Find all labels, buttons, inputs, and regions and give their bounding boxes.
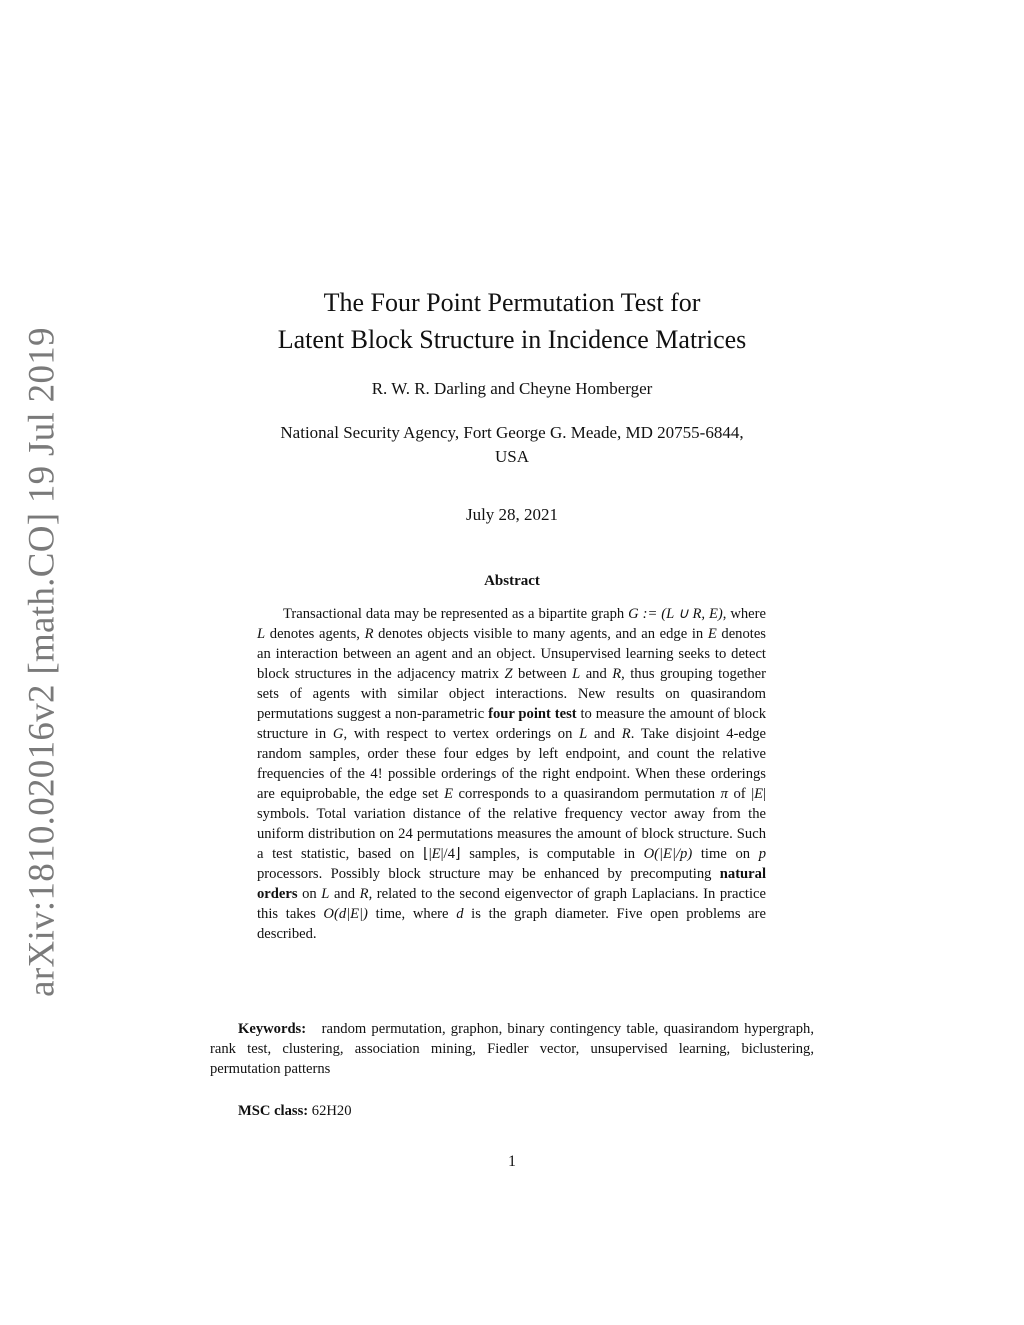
abstract-segment: , related to the second eigenvector of graph Laplacians. In practice this takes — [257, 886, 766, 922]
abstract-segment: between — [512, 666, 573, 682]
abstract-text — [257, 604, 766, 944]
abstract-segment: processors. Possibly block structure may be enhanced by precomputing — [257, 866, 720, 882]
math-inline: E — [707, 626, 717, 642]
abstract-segment: is the graph diameter. Five open problems are described. — [257, 906, 766, 942]
math-inline: E — [444, 786, 453, 802]
title-line-2: Latent Block Structure in Incidence Matrices — [277, 325, 747, 354]
math-inline: O(d|E|) — [323, 906, 368, 922]
math-inline: G := (L ∪ R, E) — [628, 606, 723, 622]
math-inline: G — [332, 726, 344, 742]
math-inline: R — [612, 666, 622, 682]
abstract-segment: denotes an interaction between an agent and an object. Unsupervised learning seeks to detect block structures in the adjacency matrix — [257, 626, 766, 682]
abstract-segment: , with respect to vertex orderings on — [343, 726, 580, 742]
abstract-segment: and — [587, 726, 622, 742]
math-inline: R — [359, 886, 369, 902]
date: July 28, 2021 — [465, 505, 559, 524]
math-inline: π — [720, 786, 728, 802]
abstract-segment: | symbols. Total variation distance of the relative frequency vector away from the uniform distribution on 24 permutations measures the amount of block structure. Such a test statistic, based on ⌊| — [257, 786, 766, 862]
abstract-heading: Abstract — [484, 573, 540, 589]
math-inline: L — [257, 626, 266, 642]
keywords-list: random permutation, graphon, binary contingency table, quasirandom hypergraph, rank test, clustering, association mining, Fiedler vector, unsupervised learning, biclustering, permutation patterns — [210, 1021, 815, 1077]
authors: R. W. R. Darling and Cheyne Homberger — [371, 379, 653, 398]
affiliation-line-2: USA — [494, 447, 529, 466]
abstract-segment: |/4⌋ samples, is computable in — [440, 846, 644, 862]
arxiv-identifier-stamp: arXiv:1810.02016v2 [math.CO] 19 Jul 2019 — [21, 327, 63, 997]
abstract-segment: denotes agents, — [265, 626, 365, 642]
paper-title — [180, 284, 844, 358]
abstract-segment: and — [329, 886, 360, 902]
math-inline: E — [431, 846, 441, 862]
math-inline: R — [364, 626, 374, 642]
keywords-section — [210, 1019, 814, 1079]
abstract-segment: on — [297, 886, 322, 902]
msc-label: MSC class: — [238, 1103, 309, 1119]
math-inline: Z — [504, 666, 513, 682]
abstract-segment: time, where — [367, 906, 457, 922]
math-inline: R — [621, 726, 631, 742]
abstract-segment: of | — [727, 786, 755, 802]
abstract-bold-term: four point test — [488, 706, 577, 722]
abstract-segment: denotes objects visible to many agents, and an edge in — [373, 626, 708, 642]
math-inline: O(|E|/p) — [643, 846, 693, 862]
abstract-segment: , thus grouping together sets of agents with similar object interactions. New results on quasirandom permutations suggest a non-parametric — [257, 666, 766, 722]
abstract-bold-term: natural orders — [257, 866, 766, 902]
math-inline: E — [754, 786, 764, 802]
math-inline: p — [758, 846, 766, 862]
math-inline: L — [572, 666, 581, 682]
msc-value: 62H20 — [311, 1103, 352, 1119]
math-inline: L — [579, 726, 588, 742]
abstract-segment: , where — [722, 606, 766, 622]
abstract-segment: to measure the amount of block structure in — [257, 706, 766, 742]
abstract-segment: Transactional data may be represented as a bipartite graph — [283, 606, 629, 622]
abstract-segment: corresponds to a quasirandom permutation — [452, 786, 721, 802]
page-number: 1 — [508, 1153, 516, 1170]
abstract-segment: time on — [692, 846, 759, 862]
msc-class-section — [238, 1103, 352, 1120]
math-inline: L — [321, 886, 330, 902]
abstract-segment: . Take disjoint 4-edge random samples, order these four edges by left endpoint, and count the relative frequencies of the 4! possible orderings of the right endpoint. When these orderings are equiprobable, the edge set — [257, 726, 766, 802]
affiliation — [180, 421, 844, 469]
keywords-label: Keywords: — [238, 1021, 307, 1037]
affiliation-line-1: National Security Agency, Fort George G. Meade, MD 20755-6844, — [280, 423, 744, 442]
abstract-segment: and — [580, 666, 613, 682]
title-line-1: The Four Point Permutation Test for — [323, 288, 701, 317]
math-inline: d — [456, 906, 464, 922]
